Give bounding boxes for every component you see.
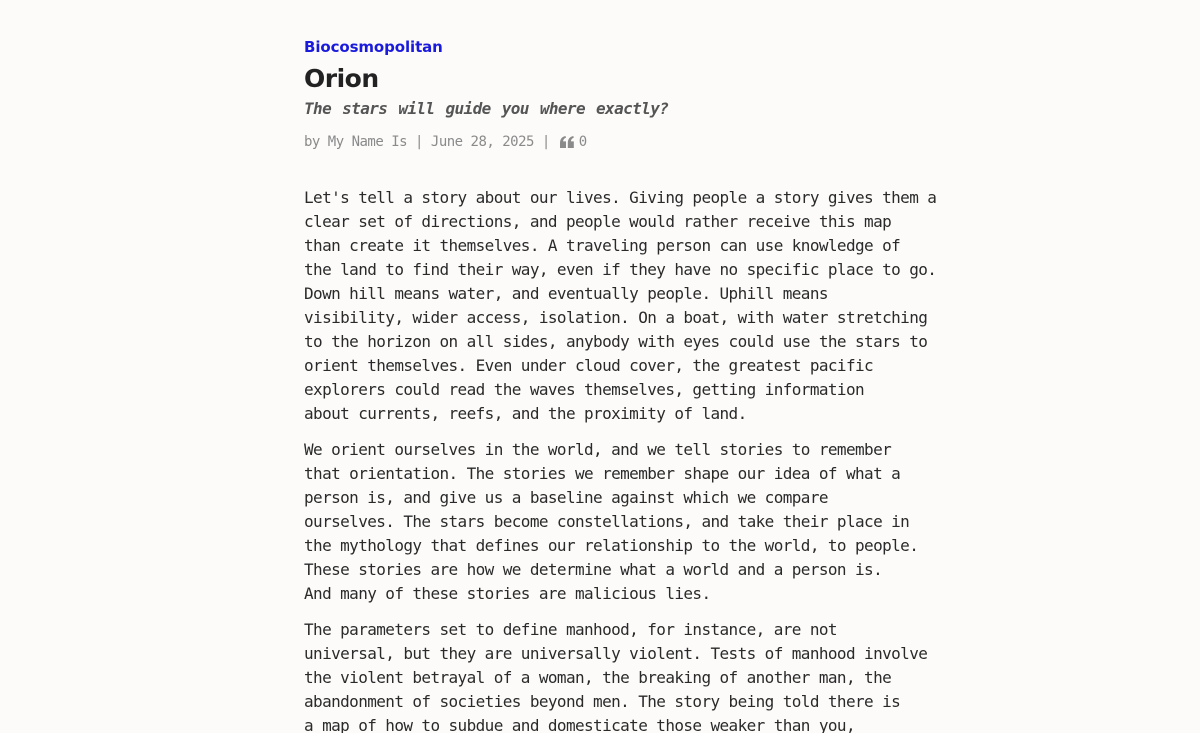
text-line: about currents, reefs, and the proximity of land. [304,404,747,423]
post-body [304,186,937,733]
text-line: clear set of directions, and people would rather receive this map [304,212,892,231]
meta-separator: | [541,134,550,150]
paragraph [304,438,919,606]
text-line: orient themselves. Even under cloud cover, the greatest pacific [304,356,874,375]
text-line: We orient ourselves in the world, and we tell stories to remember [304,440,892,459]
post-meta [304,132,904,152]
text-line: Down hill means water, and eventually people. Uphill means [304,284,828,303]
post-subtitle: The stars will guide you where exactly? [304,99,669,118]
text-line: abandonment of societies beyond men. The story being told there is [304,692,901,711]
text-line: universal, but they are universally violent. Tests of manhood involve [304,644,928,663]
text-line: These stories are how we determine what a world and a person is. [304,560,883,579]
quote-icon[interactable] [560,136,574,148]
post-author[interactable]: by My Name Is [304,134,408,150]
site-name-link[interactable]: Biocosmopolitan [304,38,443,56]
post-date: June 28, 2025 [430,134,534,150]
comment-count[interactable]: 0 [578,134,587,150]
post-title: Orion [304,64,379,93]
text-line: ourselves. The stars become constellations, and take their place in [304,512,910,531]
text-line: The parameters set to define manhood, for instance, are not [304,620,837,639]
text-line: person is, and give us a baseline against which we compare [304,488,828,507]
text-line: to the horizon on all sides, anybody with eyes could use the stars to [304,332,928,351]
text-line: the mythology that defines our relationship to the world, to people. [304,536,919,555]
article [304,35,937,733]
meta-separator: | [415,134,423,150]
text-line: visibility, wider access, isolation. On a boat, with water stretching [304,308,928,327]
text-line: explorers could read the waves themselves, getting information [304,380,865,399]
text-line: than create it themselves. A traveling person can use knowledge of [304,236,901,255]
text-line: And many of these stories are malicious lies. [304,584,711,603]
text-line: the land to find their way, even if they have no specific place to go. [304,260,937,279]
text-line: a map of how to subdue and domesticate those weaker than you, [304,716,856,733]
text-line: that orientation. The stories we remember shape our idea of what a [304,464,901,483]
paragraph [304,618,928,733]
text-line: the violent betrayal of a woman, the breaking of another man, the [304,668,892,687]
text-line: Let's tell a story about our lives. Giving people a story gives them a [304,188,937,207]
paragraph [304,186,937,426]
